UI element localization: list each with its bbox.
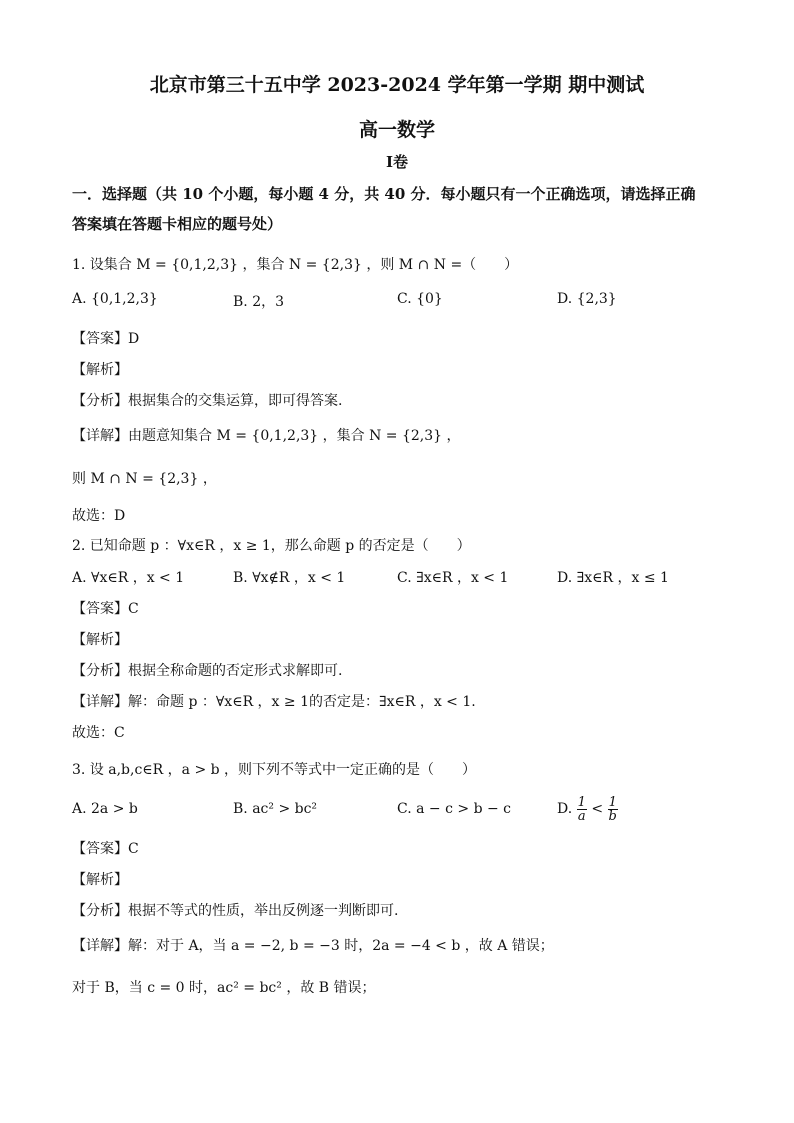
section-heading-line2: 答案填在答题卡相应的题号处） [72, 215, 283, 233]
question-1-step: 则 M ∩ N = {2,3} ， [72, 471, 217, 487]
question-3-answer: 【答案】C [72, 841, 139, 857]
question-1-stem: 1. 设集合 M = {0,1,2,3} ，集合 N = {2,3} ，则 M ∩ N =（ ） [72, 257, 519, 273]
question-3-case-b: 对于 B，当 c = 0 时，ac² = bc² ，故 B 错误； [72, 980, 376, 996]
question-2-fenxi: 【分析】根据全称命题的否定形式求解即可. [72, 663, 343, 679]
fraction-denominator: b [608, 808, 617, 824]
question-2-option-a: A. ∀x∈R ，x < 1 [72, 570, 185, 586]
volume-label: Ⅰ卷 [385, 153, 409, 171]
question-1-choose: 故选：D [72, 508, 126, 524]
less-than-symbol: < [591, 801, 604, 817]
question-3-fenxi: 【分析】根据不等式的性质，举出反例逐一判断即可. [72, 903, 399, 919]
question-3-option-d [557, 793, 618, 825]
fraction-numerator: 1 [577, 794, 586, 810]
question-3-analysis-label: 【解析】 [72, 872, 128, 888]
question-2-stem: 2. 已知命题 p ：∀x∈R ，x ≥ 1，那么命题 p 的否定是（ ） [72, 538, 471, 554]
question-2-choose: 故选：C [72, 725, 125, 741]
fraction-denominator: a [577, 808, 586, 824]
question-3-option-b: B. ac² > bc² [233, 801, 318, 817]
fraction-one-over-b [608, 796, 618, 823]
question-2-analysis-label: 【解析】 [72, 632, 128, 648]
fraction-one-over-a [577, 796, 587, 823]
question-3-option-a: A. 2a > b [72, 801, 138, 817]
fraction-numerator: 1 [608, 794, 617, 810]
question-2-answer: 【答案】C [72, 601, 139, 617]
question-1-option-a: A. {0,1,2,3} [72, 291, 158, 307]
question-2-option-d: D. ∃x∈R ，x ≤ 1 [557, 570, 669, 586]
question-1-option-d: D. {2,3} [557, 291, 617, 307]
question-2-xiangjie: 【详解】解：命题 p ：∀x∈R ，x ≥ 1的否定是：∃x∈R ，x < 1. [72, 694, 476, 710]
question-2-option-c: C. ∃x∈R ，x < 1 [397, 570, 509, 586]
question-2-option-b: B. ∀x∉R ，x < 1 [233, 570, 346, 586]
question-1-analysis-label: 【解析】 [72, 362, 128, 378]
question-1-answer: 【答案】D [72, 331, 140, 347]
question-3-option-d-label: D. [557, 801, 573, 817]
question-1-xiangjie: 【详解】由题意知集合 M = {0,1,2,3} ，集合 N = {2,3} ， [72, 428, 461, 444]
question-3-stem: 3. 设 a,b,c∈R ，a > b ，则下列不等式中一定正确的是（ ） [72, 762, 477, 778]
question-3-xiangjie: 【详解】解：对于 A，当 a = −2, b = −3 时，2a = −4 < b ，故 A 错误； [72, 938, 554, 954]
page-subtitle: 高一数学 [358, 119, 435, 141]
question-1-fenxi: 【分析】根据集合的交集运算，即可得答案. [72, 393, 343, 409]
page-title: 北京市第三十五中学 2023-2024 学年第一学期 期中测试 [149, 74, 645, 96]
question-1-option-c: C. {0} [397, 291, 443, 307]
question-3-option-c: C. a − c > b − c [397, 801, 511, 817]
question-1-option-b: B. 2，3 [233, 294, 285, 310]
section-heading-line1: 一．选择题（共 10 个小题，每小题 4 分，共 40 分．每小题只有一个正确选项，请选择正确 [72, 185, 696, 203]
